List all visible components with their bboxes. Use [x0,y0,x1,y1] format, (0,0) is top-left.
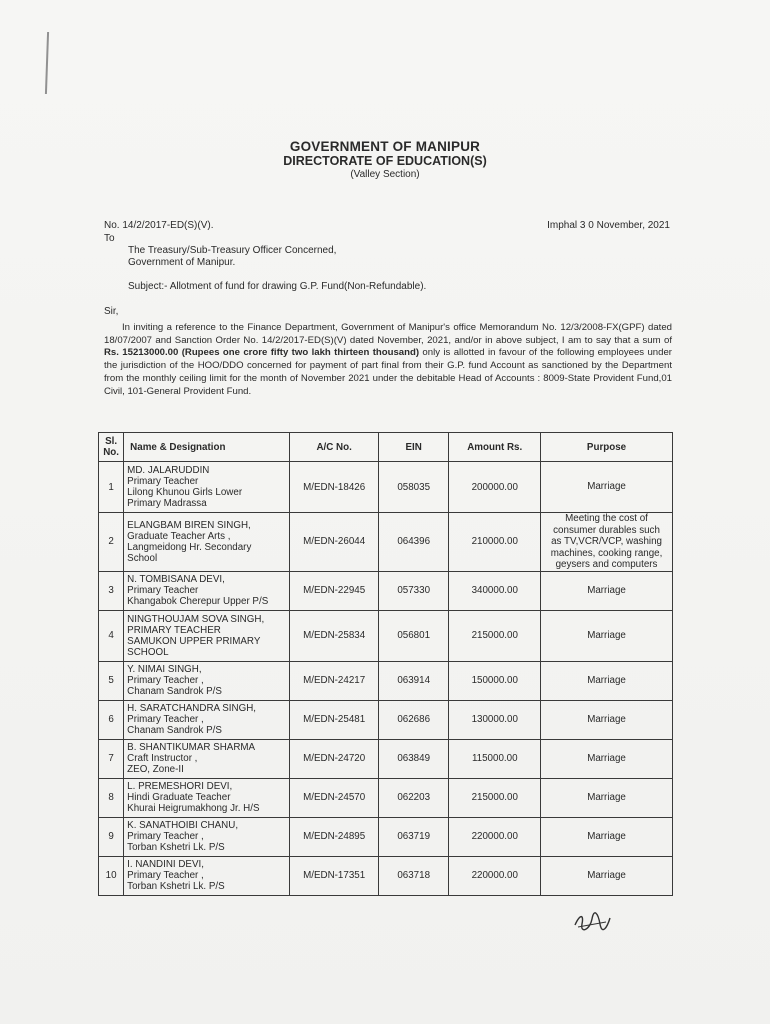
purpose-line: Marriage [587,830,626,842]
cell-ein: 064396 [378,513,448,572]
purpose-line: Marriage [587,481,626,493]
name-line: Y. NIMAI SINGH, [127,664,202,675]
name-line: ELANGBAM BIREN SINGH, [127,519,251,531]
name-line: Hindi Graduate Teacher [127,792,231,803]
cell-purpose [541,778,673,817]
table-row [99,571,673,610]
cell-sl: 6 [99,700,124,739]
cell-ac-no: M/EDN-25481 [290,700,379,739]
table-row [99,661,673,700]
name-line: Chanam Sandrok P/S [127,725,222,736]
allotted-amount: Rs. 15213000.00 (Rupees one crore fifty two lakh thirteen thousand) [104,347,420,359]
name-line: SCHOOL [127,646,169,658]
cell-ac-no: M/EDN-24217 [290,661,379,700]
cell-ein: 063719 [378,817,448,856]
cell-purpose [541,610,673,661]
body-text-part-2: only is allotted in favour of the following employees under the jurisdiction of the HOO/DDO concerned for payment of part final from their G.P. fund Account as sanctioned by the Department from the monthly ceiling limit for the month of November 2021 under the debitable Head of Accounts : 8009-State Provident Fund,01 Civil, 101-General Provident Fund. [104,347,672,397]
name-line: NINGTHOUJAM SOVA SINGH, [127,613,265,625]
to-label: To [104,233,115,244]
cell-amount: 220000.00 [449,817,541,856]
cell-name-designation [124,739,290,778]
cell-sl: 8 [99,778,124,817]
purpose-line: geysers and computers [555,559,658,570]
purpose-line: Marriage [587,791,626,803]
name-line: Primary Teacher , [127,831,204,842]
name-line: Chanam Sandrok P/S [127,686,222,697]
cell-sl: 2 [99,513,124,572]
cell-ein: 063718 [378,856,448,895]
purpose-line: Meeting the cost of [565,513,648,524]
table-row [99,610,673,661]
cell-ac-no: M/EDN-24895 [290,817,379,856]
addressee-line-1: The Treasury/Sub-Treasury Officer Concerned, [128,245,337,256]
name-line: School [127,552,158,564]
purpose-line: consumer durables such [553,524,660,536]
cell-name-designation [124,610,290,661]
table-row [99,513,673,572]
cell-amount: 340000.00 [449,571,541,610]
cell-sl: 10 [99,856,124,895]
salutation: Sir, [104,306,119,317]
name-line: N. TOMBISANA DEVI, [127,574,225,585]
purpose-line: machines, cooking range, [550,547,663,559]
cell-amount: 130000.00 [449,700,541,739]
allotment-table [98,432,673,896]
cell-purpose [541,817,673,856]
cell-amount: 115000.00 [449,739,541,778]
cell-ein: 062203 [378,778,448,817]
cell-sl: 3 [99,571,124,610]
name-line: PRIMARY TEACHER [127,624,221,636]
name-line: Khangabok Cherepur Upper P/S [127,596,269,607]
cell-purpose [541,700,673,739]
purpose-line: Marriage [587,713,626,725]
cell-sl: 9 [99,817,124,856]
name-line: Craft Instructor , [127,753,198,764]
purpose-line: Marriage [587,629,626,641]
table-header-row [99,433,673,462]
cell-ac-no: M/EDN-24570 [290,778,379,817]
name-line: Khurai Heigrumakhong Jr. H/S [127,803,260,814]
purpose-line: Marriage [587,869,626,881]
cell-name-designation [124,778,290,817]
signature-mark [572,910,612,932]
name-line: ZEO, Zone-II [127,764,184,775]
cell-amount: 200000.00 [449,462,541,513]
cell-purpose [541,571,673,610]
cell-ein: 056801 [378,610,448,661]
cell-name-designation [124,571,290,610]
cell-ein: 058035 [378,462,448,513]
cell-ac-no: M/EDN-24720 [290,739,379,778]
name-line: Primary Teacher , [127,870,204,881]
cell-ein: 063914 [378,661,448,700]
name-line: Lilong Khunou Girls Lower [127,487,243,498]
cell-sl: 7 [99,739,124,778]
name-line: K. SANATHOIBI CHANU, [127,820,239,831]
cell-name-designation [124,661,290,700]
table-row [99,739,673,778]
section-label: (Valley Section) [350,169,420,180]
name-line: Primary Teacher , [127,714,204,725]
col-header-sl: Sl. No. [99,433,124,462]
cell-amount: 150000.00 [449,661,541,700]
body-text-part-1: In inviting a reference to the Finance Department, Government of Manipur's office Memorandum No. 12/3/2008-FX(GPF) dated 18/07/2007 and Sanction Order No. 14/2/2017-ED(S)(V) dated November, 2021, and/or in above subject, I am to say that a sum of [104,322,672,346]
name-line: L. PREMESHORI DEVI, [127,781,233,792]
cell-amount: 210000.00 [449,513,541,572]
cell-ac-no: M/EDN-26044 [290,513,379,572]
col-header-purpose: Purpose [541,433,673,462]
col-header-ein: EIN [378,433,448,462]
cell-ein: 062686 [378,700,448,739]
name-line: SAMUKON UPPER PRIMARY [127,635,261,647]
cell-purpose [541,462,673,513]
name-line: Torban Kshetri Lk. P/S [127,881,225,892]
cell-name-designation [124,817,290,856]
table-row [99,462,673,513]
cell-amount: 215000.00 [449,778,541,817]
name-line: Primary Teacher , [127,675,204,686]
govt-title: GOVERNMENT OF MANIPUR [289,139,481,154]
name-line: Torban Kshetri Lk. P/S [127,842,225,853]
cell-ein: 057330 [378,571,448,610]
name-line: Graduate Teacher Arts , [127,530,231,542]
col-header-name: Name & Designation [124,433,290,462]
name-line: B. SHANTIKUMAR SHARMA [127,742,256,753]
purpose-line: as TV,VCR/VCP, washing [551,536,662,547]
reference-number: No. 14/2/2017-ED(S)(V). [104,220,214,231]
table-row [99,817,673,856]
name-line: H. SARATCHANDRA SINGH, [127,703,256,714]
name-line: Primary Teacher [127,585,199,596]
table-row [99,856,673,895]
body-paragraph [104,322,672,398]
purpose-line: Marriage [587,584,626,596]
scan-edge-mark [45,32,49,94]
cell-name-designation [124,856,290,895]
cell-purpose [541,739,673,778]
cell-name-designation [124,462,290,513]
col-header-amount: Amount Rs. [449,433,541,462]
name-line: MD. JALARUDDIN [127,465,210,476]
subject-line: Subject:- Allotment of fund for drawing G.P. Fund(Non-Refundable). [128,281,427,292]
cell-ac-no: M/EDN-22945 [290,571,379,610]
cell-purpose [541,513,673,572]
cell-ein: 063849 [378,739,448,778]
place-date: Imphal 3 0 November, 2021 [547,220,670,231]
name-line: I. NANDINI DEVI, [127,859,204,870]
cell-ac-no: M/EDN-17351 [290,856,379,895]
cell-sl: 4 [99,610,124,661]
cell-amount: 215000.00 [449,610,541,661]
cell-ac-no: M/EDN-18426 [290,462,379,513]
cell-name-designation [124,513,290,572]
purpose-line: Marriage [587,752,626,764]
name-line: Primary Madrassa [127,498,207,509]
cell-amount: 220000.00 [449,856,541,895]
col-header-ac: A/C No. [290,433,379,462]
addressee-line-2: Government of Manipur. [128,257,236,268]
cell-purpose [541,856,673,895]
purpose-line: Marriage [587,674,626,686]
cell-purpose [541,661,673,700]
cell-sl: 1 [99,462,124,513]
name-line: Primary Teacher [127,476,199,487]
cell-sl: 5 [99,661,124,700]
directorate-title: DIRECTORATE OF EDUCATION(S) [283,154,487,168]
table-row [99,778,673,817]
cell-name-designation [124,700,290,739]
name-line: Langmeidong Hr. Secondary [127,541,252,553]
table-row [99,700,673,739]
cell-ac-no: M/EDN-25834 [290,610,379,661]
